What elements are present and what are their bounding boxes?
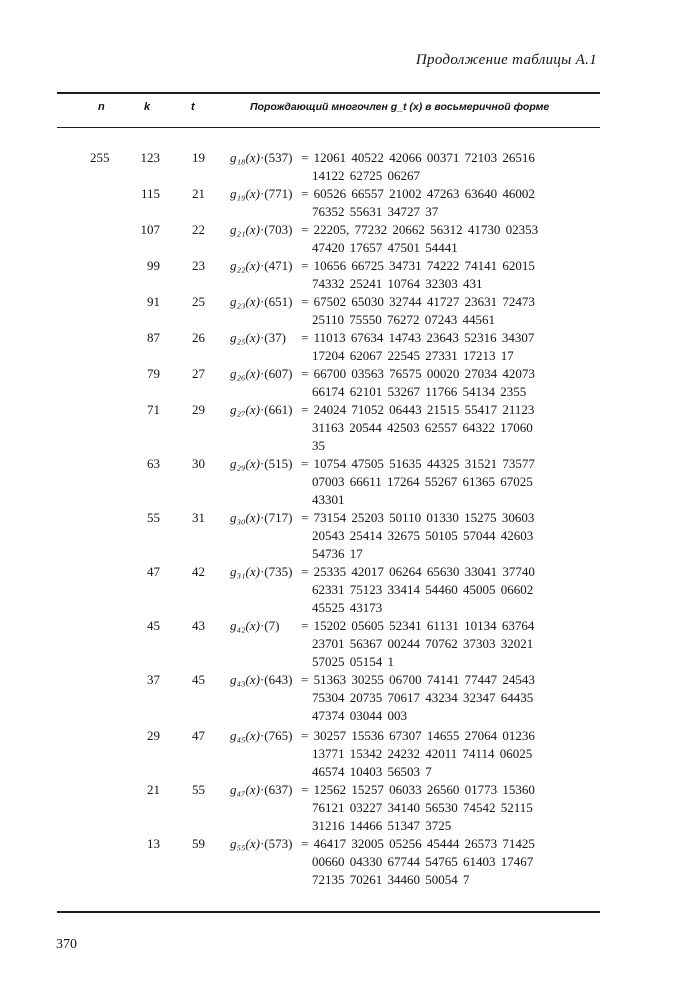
cell-t: 21 xyxy=(192,186,205,201)
cell-octal-code xyxy=(312,509,534,563)
polynomial-factor: ·(735) xyxy=(259,564,293,579)
cell-t: 19 xyxy=(192,150,205,165)
octal-code-line: 57025 05154 1 xyxy=(312,654,394,669)
octal-code-line: = 73154 25203 50110 01330 15275 30603 xyxy=(301,509,534,527)
octal-code-line: 76352 55631 34727 37 xyxy=(312,204,439,219)
cell-octal-code xyxy=(312,617,534,671)
polynomial-factor: ·(607) xyxy=(259,366,293,381)
cell-t: 30 xyxy=(192,456,205,471)
cell-octal-code xyxy=(312,329,534,365)
cell-polynomial-label xyxy=(230,329,286,347)
octal-code-line: 20543 25414 32675 50105 57044 42603 xyxy=(312,528,534,543)
octal-code-line: 31163 20544 42503 62557 64322 17060 xyxy=(312,420,533,435)
octal-code-line: = 10754 47505 51635 44325 31521 73577 xyxy=(301,455,535,473)
page-number: 370 xyxy=(56,937,77,952)
cell-polynomial-label xyxy=(230,563,292,581)
cell-n: 255 xyxy=(90,150,110,165)
cell-k: 91 xyxy=(147,294,160,309)
cell-octal-code xyxy=(312,727,535,781)
polynomial-symbol: g₂₁(x) xyxy=(230,222,260,237)
cell-k: 79 xyxy=(147,366,160,381)
octal-code-line: 75304 20735 70617 43234 32347 64435 xyxy=(312,690,534,705)
polynomial-symbol: g₄₇(x) xyxy=(230,782,260,797)
octal-code-line: 76121 03227 34140 56530 74542 52115 xyxy=(312,800,533,815)
cell-polynomial-label xyxy=(230,149,292,167)
cell-octal-code xyxy=(312,835,535,889)
table-header-rule xyxy=(57,127,600,128)
column-header-k: k xyxy=(144,101,151,113)
polynomial-symbol: g₂₆(x) xyxy=(230,366,260,381)
octal-code-line: = 15202 05605 52341 61131 10134 63764 xyxy=(301,617,534,635)
cell-polynomial-label xyxy=(230,455,292,473)
cell-octal-code xyxy=(312,221,538,257)
cell-octal-code xyxy=(312,293,535,329)
octal-code-line: 00660 04330 67744 54765 61403 17467 xyxy=(312,854,534,869)
cell-k: 87 xyxy=(147,330,160,345)
octal-code-line: = 22205, 77232 20662 56312 41730 02353 xyxy=(301,221,538,239)
octal-code-line: = 10656 66725 34731 74222 74141 62015 xyxy=(301,257,535,275)
table-caption: Продолжение таблицы А.1 xyxy=(415,52,597,68)
cell-t: 42 xyxy=(192,564,205,579)
cell-t: 43 xyxy=(192,618,205,633)
polynomial-symbol: g₃₁(x) xyxy=(230,564,260,579)
octal-code-line: = 66700 03563 76575 00020 27034 42073 xyxy=(301,365,535,383)
cell-polynomial-label xyxy=(230,257,292,275)
cell-t: 45 xyxy=(192,672,205,687)
cell-k: 13 xyxy=(147,836,160,851)
table-bottom-rule xyxy=(57,911,600,913)
cell-octal-code xyxy=(312,257,535,293)
octal-code-line: 54736 17 xyxy=(312,546,363,561)
column-header-n: n xyxy=(98,101,105,113)
octal-code-line: 66174 62101 53267 11766 54134 2355 xyxy=(312,384,527,399)
cell-k: 71 xyxy=(147,402,160,417)
polynomial-factor: ·(37) xyxy=(259,330,286,345)
octal-code-line: 17204 62067 22545 27331 17213 17 xyxy=(312,348,514,363)
cell-polynomial-label xyxy=(230,365,292,383)
cell-polynomial-label xyxy=(230,671,292,689)
cell-polynomial-label xyxy=(230,835,292,853)
cell-octal-code xyxy=(312,401,534,455)
cell-octal-code xyxy=(312,781,535,835)
polynomial-factor: ·(651) xyxy=(259,294,293,309)
polynomial-factor: ·(471) xyxy=(259,258,293,273)
octal-code-line: 13771 15342 24232 42011 74114 06025 xyxy=(312,746,533,761)
cell-t: 26 xyxy=(192,330,205,345)
cell-t: 55 xyxy=(192,782,205,797)
cell-polynomial-label xyxy=(230,617,279,635)
cell-polynomial-label xyxy=(230,781,292,799)
polynomial-symbol: g₁₈(x) xyxy=(230,150,260,165)
octal-code-line: = 12562 15257 06033 26560 01773 15360 xyxy=(301,781,535,799)
cell-k: 29 xyxy=(147,728,160,743)
octal-code-line: 46574 10403 56503 7 xyxy=(312,764,432,779)
octal-code-line: = 67502 65030 32744 41727 23631 72473 xyxy=(301,293,535,311)
polynomial-factor: ·(765) xyxy=(259,728,293,743)
polynomial-factor: ·(537) xyxy=(259,150,293,165)
octal-code-line: 47420 17657 47501 54441 xyxy=(312,240,458,255)
cell-t: 22 xyxy=(192,222,205,237)
octal-code-line: 31216 14466 51347 3725 xyxy=(312,818,452,833)
cell-octal-code xyxy=(312,563,535,617)
cell-polynomial-label xyxy=(230,293,292,311)
polynomial-factor: ·(717) xyxy=(259,510,293,525)
polynomial-symbol: g₁₉(x) xyxy=(230,186,260,201)
octal-code-line: = 30257 15536 67307 14655 27064 01236 xyxy=(301,727,535,745)
polynomial-symbol: g₂₃(x) xyxy=(230,294,260,309)
cell-polynomial-label xyxy=(230,727,292,745)
polynomial-factor: ·(515) xyxy=(259,456,293,471)
cell-polynomial-label xyxy=(230,401,292,419)
octal-code-line: = 12061 40522 42066 00371 72103 26516 xyxy=(301,149,535,167)
cell-k: 21 xyxy=(147,782,160,797)
cell-k: 45 xyxy=(147,618,160,633)
polynomial-factor: ·(573) xyxy=(259,836,293,851)
polynomial-symbol: g₂₅(x) xyxy=(230,330,260,345)
octal-code-line: 45525 43173 xyxy=(312,600,383,615)
octal-code-line: 23701 56367 00244 70762 37303 32021 xyxy=(312,636,534,651)
octal-code-line: = 51363 30255 06700 74141 77447 24543 xyxy=(301,671,535,689)
polynomial-factor: ·(7) xyxy=(259,618,280,633)
octal-code-line: 07003 66611 17264 55267 61365 67025 xyxy=(312,474,533,489)
polynomial-symbol: g₂₇(x) xyxy=(230,402,260,417)
octal-code-line: = 24024 71052 06443 21515 55417 21123 xyxy=(301,401,534,419)
octal-code-line: = 11013 67634 14743 23643 52316 34307 xyxy=(301,329,534,347)
polynomial-factor: ·(643) xyxy=(259,672,293,687)
cell-k: 99 xyxy=(147,258,160,273)
cell-k: 107 xyxy=(140,222,160,237)
cell-t: 59 xyxy=(192,836,205,851)
polynomial-factor: ·(703) xyxy=(259,222,293,237)
polynomial-factor: ·(661) xyxy=(259,402,293,417)
cell-octal-code xyxy=(312,455,535,509)
octal-code-line: 74332 25241 10764 32303 431 xyxy=(312,276,483,291)
cell-octal-code xyxy=(312,185,535,221)
cell-t: 25 xyxy=(192,294,205,309)
cell-k: 123 xyxy=(140,150,160,165)
cell-t: 27 xyxy=(192,366,205,381)
octal-code-line: 62331 75123 33414 54460 45005 06602 xyxy=(312,582,534,597)
octal-code-line: = 46417 32005 05256 45444 26573 71425 xyxy=(301,835,535,853)
polynomial-factor: ·(637) xyxy=(259,782,293,797)
polynomial-symbol: g₃₀(x) xyxy=(230,510,260,525)
cell-t: 47 xyxy=(192,728,205,743)
cell-k: 37 xyxy=(147,672,160,687)
octal-code-line: = 60526 66557 21002 47263 63640 46002 xyxy=(301,185,535,203)
cell-k: 63 xyxy=(147,456,160,471)
polynomial-symbol: g₂₂(x) xyxy=(230,258,260,273)
column-header-t: t xyxy=(191,101,195,113)
octal-code-line: 72135 70261 34460 50054 7 xyxy=(312,872,470,887)
column-header-polynomial: Порождающий многочлен g_t (x) в восьмеричной форме xyxy=(250,101,550,113)
octal-code-line: 25110 75550 76272 07243 44561 xyxy=(312,312,496,327)
octal-code-line: 14122 62725 06267 xyxy=(312,168,420,183)
cell-polynomial-label xyxy=(230,185,292,203)
polynomial-symbol: g₄₂(x) xyxy=(230,618,260,633)
cell-polynomial-label xyxy=(230,509,292,527)
polynomial-symbol: g₄₅(x) xyxy=(230,728,260,743)
octal-code-line: 43301 xyxy=(312,492,345,507)
octal-code-line: 47374 03044 003 xyxy=(312,708,407,723)
polynomial-symbol: g₅₅(x) xyxy=(230,836,260,851)
cell-t: 31 xyxy=(192,510,205,525)
cell-octal-code xyxy=(312,365,535,401)
polynomial-factor: ·(771) xyxy=(259,186,293,201)
table-top-rule xyxy=(57,92,600,94)
cell-polynomial-label xyxy=(230,221,292,239)
polynomial-symbol: g₄₃(x) xyxy=(230,672,260,687)
octal-code-line: 35 xyxy=(312,438,325,453)
cell-k: 47 xyxy=(147,564,160,579)
cell-t: 23 xyxy=(192,258,205,273)
cell-octal-code xyxy=(312,671,535,725)
octal-code-line: = 25335 42017 06264 65630 33041 37740 xyxy=(301,563,535,581)
cell-octal-code xyxy=(312,149,535,185)
polynomial-symbol: g₂₉(x) xyxy=(230,456,260,471)
cell-k: 55 xyxy=(147,510,160,525)
cell-t: 29 xyxy=(192,402,205,417)
cell-k: 115 xyxy=(140,186,160,201)
